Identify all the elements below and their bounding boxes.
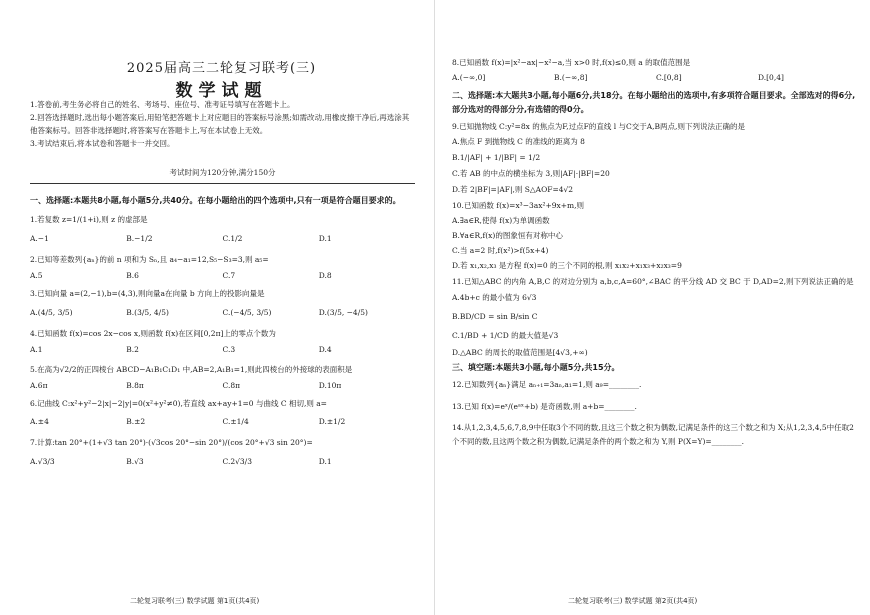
option: D.若 x₁,x₂,x₃ 是方程 f(x)=0 的三个不同的根,则 x₁x₂+x₁x₃+x₂x₃=9 — [452, 261, 682, 270]
question-stem: 5.在高为√2/2的正四棱台 ABCD−A₁B₁C₁D₁ 中,AB=2,A₁B₁=1,则此四棱台的外接球的表面积是 — [30, 365, 353, 374]
option: D.1 — [318, 234, 332, 243]
option: D.8 — [318, 271, 332, 280]
option: B.6 — [126, 271, 139, 280]
exam-time: 考试时间为120分钟,满分150分 — [169, 168, 276, 177]
question-13: 13.已知 f(x)=eˣ/(eᵃˣ+b) 是奇函数,则 a+b=________. — [452, 402, 637, 411]
option: A.(4/5, 3/5) — [30, 308, 73, 317]
question-stem: 10.已知函数 f(x)=x³−3ax²+9x+m,则 — [452, 201, 585, 210]
page-footer: 二轮复习联考(三) 数学试题 第2页(共4页) — [568, 597, 698, 605]
option: C.1/2 — [222, 234, 243, 243]
page-footer: 二轮复习联考(三) 数学试题 第1页(共4页) — [130, 597, 260, 605]
left-questions — [30, 194, 415, 469]
instruction-item: 1.答卷前,考生务必将自己的姓名、考场号、座位号、准考证号填写在答题卡上。 — [30, 100, 295, 109]
option: C.8π — [222, 381, 241, 390]
option: D.10π — [318, 381, 342, 390]
section-heading: 三、填空题:本题共3小题,每小题5分,共15分。 — [452, 363, 620, 372]
question-stem: 7.计算:tan 20°+(1+√3 tan 20°)·(√3cos 20°−sin 20°)/(cos 20°+√3 sin 20°)= — [30, 438, 313, 447]
question-11 — [452, 275, 860, 359]
instructions — [30, 98, 415, 150]
question-6 — [30, 397, 415, 429]
question-14: 14.从1,2,3,4,5,6,7,8,9中任取3个不同的数,且这三个数之积为偶数,记满足条件的这三个数之和为 X;从1,2,3,4,5中任取2个不同的数,且这两个数之积为偶数,记满足条件的两个数之和为 Y,则 P(X=Y)=________. — [452, 423, 854, 446]
option: A.−1 — [30, 234, 49, 243]
option: A.(−∞,0] — [452, 73, 486, 82]
option: C.(−4/5, 3/5) — [222, 308, 272, 317]
option: A.1 — [30, 345, 43, 354]
question-stem: 9.已知抛物线 C:y²=8x 的焦点为F,过点F的直线 l 与C交于A,B两点,则下列说法正确的是 — [452, 122, 745, 131]
question-8 — [452, 56, 860, 85]
option: A.4b+c 的最小值为 6√3 — [452, 293, 537, 302]
option: A.√3/3 — [30, 457, 55, 466]
question-12: 12.已知数列{aₙ}满足 aₙ₊₁=3aₙ,a₁=1,则 a₉=________. — [452, 380, 642, 389]
option: B.±2 — [126, 417, 146, 426]
instruction-item: 2.回答选择题时,选出每小题答案后,用铅笔把答题卡上对应题目的答案标号涂黑;如需改动,用橡皮擦干净后,再选涂其他答案标号。回答非选择题时,将答案写在答题卡上,写在本试卷上无效。 — [30, 113, 410, 135]
option: B.−1/2 — [126, 234, 153, 243]
question-stem: 3.已知向量 a=(2,−1),b=(4,3),则向量a在向量 b 方向上的投影向量是 — [30, 289, 265, 298]
exam-subject: 数学试题 — [175, 81, 268, 101]
option: A.6π — [30, 381, 48, 390]
question-7 — [30, 436, 415, 469]
option: B.2 — [126, 345, 139, 354]
option: A.∃a∈R,使得 f(x)为单调函数 — [452, 216, 550, 225]
question-stem: 4.已知函数 f(x)=cos 2x−cos x,则函数 f(x)在区间[0,2π]上的零点个数为 — [30, 329, 276, 338]
exam-title: 2025届高三二轮复习联考(三) — [126, 61, 317, 76]
option: B.1/|AF| + 1/|BF| = 1/2 — [452, 153, 541, 162]
option: C.当 a=2 时,f(x²)>f(5x+4) — [452, 246, 549, 255]
option: B.(3/5, 4/5) — [126, 308, 169, 317]
question-2 — [30, 253, 415, 283]
question-stem: 6.记曲线 C:x²+y²−2|x|−2|y|=0(x²+y²≠0),若直线 ax+ay+1=0 与曲线 C 相切,则 a= — [30, 399, 327, 408]
question-stem: 11.已知△ABC 的内角 A,B,C 的对边分别为 a,b,c,A=60°,∠BAC 的平分线 AD 交 BC 于 D,AD=2,则下列说法正确的是 — [452, 277, 854, 286]
divider — [30, 183, 415, 184]
option: B.8π — [126, 381, 144, 390]
question-stem: 1.若复数 z=1/(1+i),则 z 的虚部是 — [30, 215, 148, 224]
option: A.焦点 F 到抛物线 C 的准线的距离为 8 — [452, 137, 585, 146]
option: D.1 — [318, 457, 332, 466]
option: B.(−∞,8] — [554, 73, 588, 82]
option: D.△ABC 的周长的取值范围是[4√3,+∞) — [452, 348, 588, 357]
question-stem: 8.已知函数 f(x)=|x²−ax|−x²−a,当 x>0 时,f(x)≤0,则 a 的取值范围是 — [452, 58, 691, 67]
option: C.1/BD + 1/CD 的最大值是√3 — [452, 331, 559, 340]
option: C.±1/4 — [222, 417, 249, 426]
option: C.2√3/3 — [222, 457, 252, 466]
option: A.±4 — [30, 417, 49, 426]
option: B.√3 — [126, 457, 144, 466]
page-fold — [434, 0, 435, 615]
question-4 — [30, 327, 415, 357]
option: D.若 2|BF|=|AF|,则 S△AOF=4√2 — [452, 185, 574, 194]
question-5 — [30, 363, 415, 393]
option: C.若 AB 的中点的横坐标为 3,则|AF|·|BF|=20 — [452, 169, 610, 178]
question-9 — [452, 120, 860, 196]
right-questions — [452, 56, 860, 449]
section-heading: 二、选择题:本大题共3小题,每小题6分,共18分。在每小题给出的选项中,有多项符合题目要求。全部选对的得6分,部分选对的得部分分,有选错的得0分。 — [452, 91, 856, 114]
option: D.±1/2 — [318, 417, 346, 426]
option: D.4 — [318, 345, 332, 354]
option: B.BD/CD = sin B/sin C — [452, 312, 538, 321]
option: C.[0,8] — [656, 73, 682, 82]
option: D.[0,4] — [758, 73, 784, 82]
question-3 — [30, 287, 415, 320]
option: C.3 — [222, 345, 236, 354]
instruction-item: 3.考试结束后,将本试卷和答题卡一并交回。 — [30, 139, 175, 148]
question-1 — [30, 213, 415, 246]
option: A.5 — [30, 271, 43, 280]
option: C.7 — [222, 271, 236, 280]
section-heading: 一、选择题:本题共8小题,每小题5分,共40分。在每小题给出的四个选项中,只有一项是符合题目要求的。 — [30, 196, 401, 205]
question-stem: 2.已知等差数列{aₙ}的前 n 项和为 Sₙ,且 a₄−a₁=12,S₅−S₃=3,则 a₅= — [30, 255, 269, 264]
option: B.∀a∈R,f(x)的图象恒有对称中心 — [452, 231, 563, 240]
option: D.(3/5, −4/5) — [318, 308, 368, 317]
question-10 — [452, 199, 860, 272]
